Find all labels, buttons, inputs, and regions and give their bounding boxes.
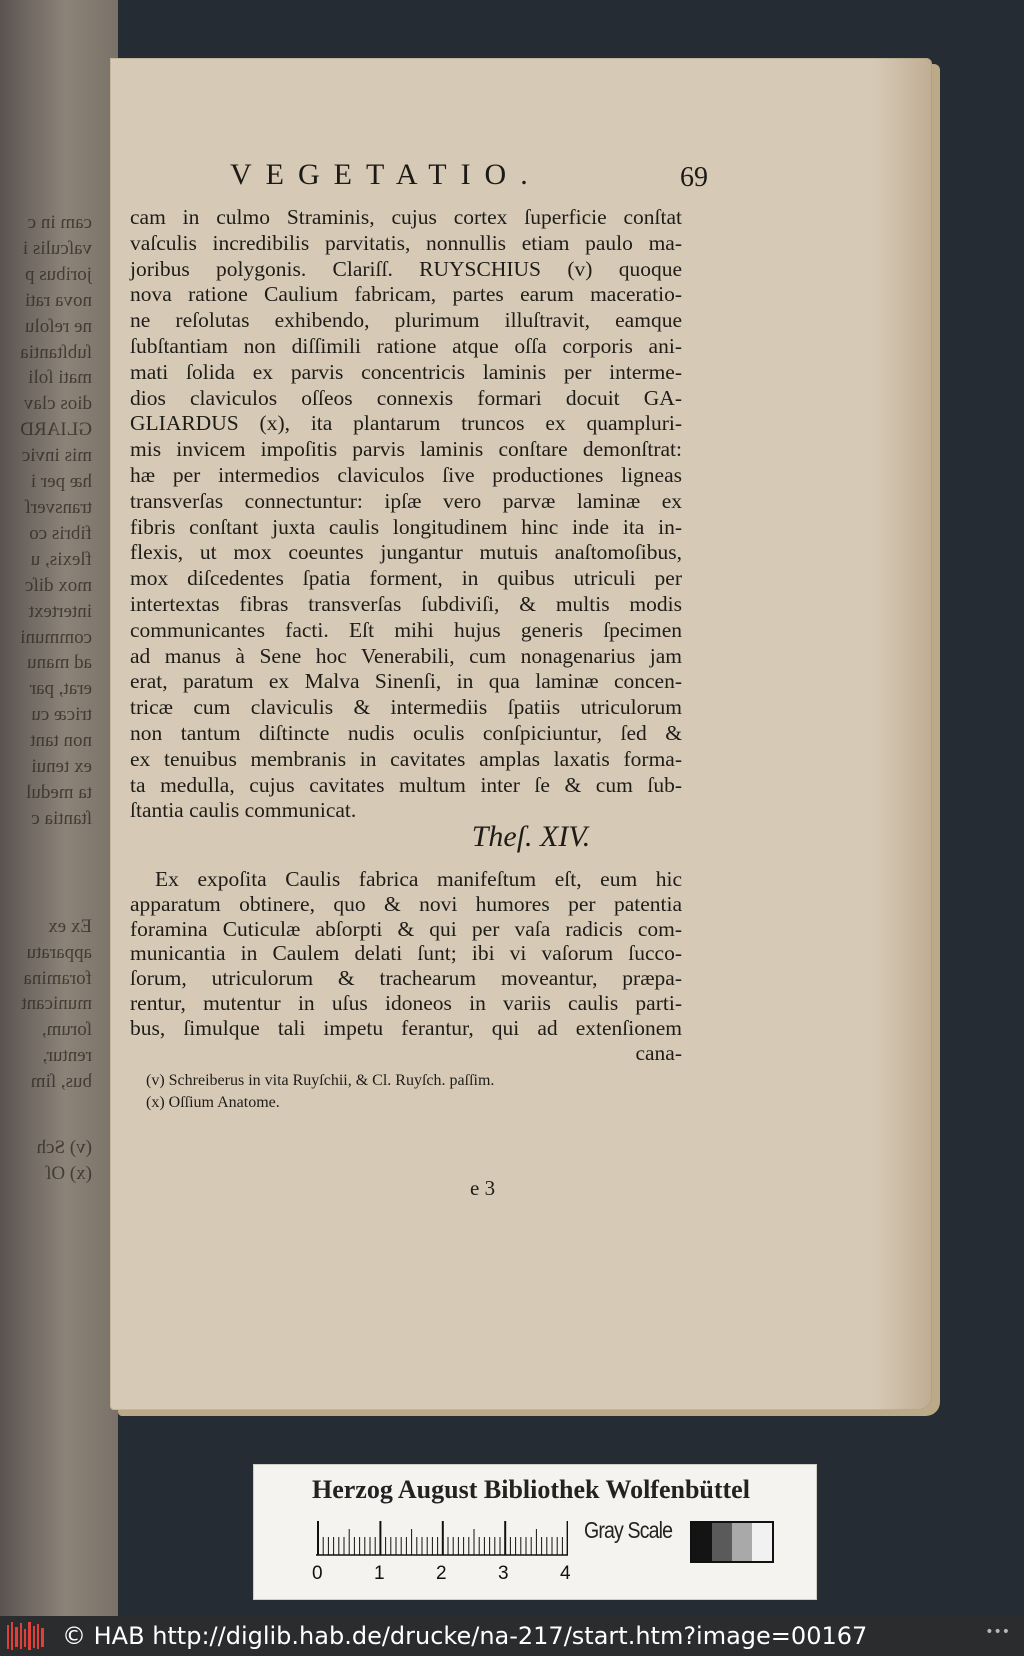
ruler-label-4: 4 — [560, 1563, 571, 1584]
text-line: ſubſtantiam non diſſimili ratione atque oſſa corporis ani- — [130, 334, 682, 358]
text-line: transverſas connectuntur: ipſæ vero parvæ laminæ ex — [130, 488, 682, 513]
hab-logo-icon[interactable] — [4, 1619, 48, 1653]
left-page-bleed-text — [0, 210, 92, 1187]
text-line: ad manus à Sene hoc Venerabili, cum nonagenarius jam — [130, 643, 682, 668]
bleed-line: dios clav — [23, 393, 92, 415]
bleed-line: mox diſc — [24, 574, 92, 596]
ruler-label-0: 0 — [312, 1563, 323, 1584]
bleed-line: mati ſoli — [28, 367, 92, 389]
text-line: GLIARDUS (x), ita plantarum truncos ex quampluri- — [130, 411, 682, 436]
bleed-line: communi — [20, 626, 92, 648]
bleed-line: Ex ex — [48, 915, 92, 937]
bleed-line: ex tenui — [31, 756, 92, 778]
running-title: VEGETATIO. — [230, 158, 542, 191]
footnote-v: (v) Schreiberus in vita Ruyſchii, & Cl. Ruyſch. paſſim. — [146, 1072, 495, 1089]
text-line: cana- — [635, 1040, 682, 1065]
footer-bar — [0, 1616, 1024, 1656]
bleed-line: ta medul — [26, 781, 92, 803]
text-line: Ex expoſita Caulis fabrica manifeſtum eſt, eum hic — [155, 867, 682, 891]
bleed-line: bus, ſim — [30, 1071, 92, 1093]
text-line: joribus polygonis. Clariſſ. RUYSCHIUS (v) quoque — [130, 256, 682, 281]
text-line: flexis, ut mox coeuntes jungantur mutuis anaſtomoſibus, — [130, 540, 682, 565]
bleed-line: nova rati — [24, 289, 92, 311]
text-line: ſorum, utriculorum & trachearum moveantur, præpa- — [130, 966, 682, 991]
bleed-line: ſubſtantia — [20, 341, 92, 363]
swatch-white — [752, 1523, 772, 1561]
bleed-line: intertext — [28, 600, 92, 622]
text-line: fibris conſtant juxta caulis longitudinem hinc inde ita in- — [130, 514, 682, 539]
text-line: bus, ſimulque tali impetu ferantur, qui ad extenſionem — [130, 1015, 682, 1040]
bleed-line: (x) Oſ — [46, 1163, 92, 1184]
text-line: ſtantia caulis communicat. — [130, 798, 357, 823]
bleed-line: ſorum, — [41, 1019, 92, 1041]
gray-scale-swatch — [690, 1521, 774, 1563]
color-reference-card — [253, 1464, 817, 1600]
bleed-line: joribus p — [24, 263, 92, 285]
text-line: apparatum obtinere, quo & novi humores per patentia — [130, 891, 682, 916]
text-line: non tantum diſtincte nudis oculis conſpiciuntur, ſed & — [130, 721, 682, 745]
ruler-scale — [316, 1519, 568, 1559]
bleed-line: hæ per i — [30, 471, 92, 493]
footnote-x: (x) Oſſium Anatome. — [146, 1094, 280, 1111]
text-line: erat, paratum ex Malva Sinenſi, in qua laminæ concen- — [130, 669, 682, 694]
text-line: ta medulla, cujus cavitates multum inter ſe & cum ſub- — [130, 772, 682, 797]
text-line: dios claviculos oſſeos connexis formari docuit GA- — [130, 385, 682, 410]
text-line: mati ſolida ex parvis concentricis laminis per interme- — [130, 359, 682, 384]
gray-scale-label: Gray Scale — [584, 1517, 673, 1543]
bleed-line: GLIARD — [20, 419, 92, 441]
bleed-line: ad manu — [27, 652, 92, 674]
text-line: communicantes facti. Eſt mihi hujus generis ſpecimen — [130, 617, 682, 642]
text-line: tricæ cum claviculis & intermediis ſpatiis utriculorum — [130, 695, 682, 720]
bleed-line: mis invic — [21, 445, 92, 467]
bleed-line: fibris co — [29, 522, 92, 544]
bleed-line: rentur, — [42, 1045, 92, 1067]
bleed-line: erat, par — [29, 678, 92, 700]
page-number: 69 — [680, 162, 708, 193]
text-line: hæ per intermedios claviculos ſive productiones ligneas — [130, 463, 682, 487]
signature-mark: e 3 — [470, 1176, 496, 1200]
bleed-line: ſtantia c — [31, 807, 92, 829]
swatch-dark-gray — [712, 1523, 732, 1561]
swatch-light-gray — [732, 1523, 752, 1561]
ruler-label-1: 1 — [374, 1563, 385, 1584]
text-line: mox diſcedentes ſpatia forment, in quibus utriculi per — [130, 566, 682, 591]
text-line: mis invicem impoſitis parvis laminis conſtare demonſtrat: — [130, 437, 682, 462]
footer-copyright-url[interactable]: © HAB http://diglib.hab.de/drucke/na-217/start.htm?image=00167 — [62, 1622, 868, 1650]
bleed-line: cam in c — [27, 212, 92, 233]
bleed-line: foramina — [23, 967, 92, 989]
text-line: ex tenuibus membranis in cavitates amplas laxatis forma- — [130, 746, 682, 771]
bleed-line: vaſculis i — [22, 237, 92, 259]
bleed-line: non tant — [30, 730, 92, 752]
library-name: Herzog August Bibliothek Wolfenbüttel — [312, 1475, 750, 1504]
bleed-line: apparatu — [26, 941, 92, 963]
left-facing-page-edge — [0, 0, 118, 1616]
text-line: rentur, mutentur in uſus idoneos in variis caulis parti- — [130, 991, 682, 1015]
text-line: cam in culmo Straminis, cujus cortex ſuperficie conſtat — [130, 205, 682, 229]
text-line: vaſculis incredibilis parvitatis, nonnullis etiam paulo ma- — [130, 230, 682, 255]
text-line: municantia in Caulem delati ſunt; ibi vi vaſorum ſucco- — [130, 941, 682, 966]
text-line: nova ratione Caulium fabricam, partes earum maceratio- — [130, 282, 682, 307]
text-line: foramina Cuticulæ abſorpti & qui per vaſa radicis com- — [130, 916, 682, 941]
bleed-line: ne reſolu — [24, 315, 92, 337]
text-line: intertextas fibras transverſas ſubdiviſi, & multis modis — [130, 592, 682, 616]
book-page — [110, 58, 932, 1410]
bleed-line: flexis, u — [30, 548, 92, 570]
ruler-label-3: 3 — [498, 1563, 509, 1584]
bleed-line: transverſ — [25, 496, 92, 518]
footer-more-icon[interactable]: ••• — [985, 1624, 1010, 1640]
bleed-line: (v) Sch — [36, 1137, 92, 1159]
ruler-label-2: 2 — [436, 1563, 447, 1584]
bleed-line: tricæ cu — [31, 704, 92, 726]
section-heading: Theſ. XIV. — [471, 820, 591, 853]
text-line: ne reſolutas exhibendo, plurimum illuſtravit, eamque — [130, 308, 682, 333]
swatch-black — [692, 1523, 712, 1561]
bleed-line: municant — [21, 993, 92, 1015]
